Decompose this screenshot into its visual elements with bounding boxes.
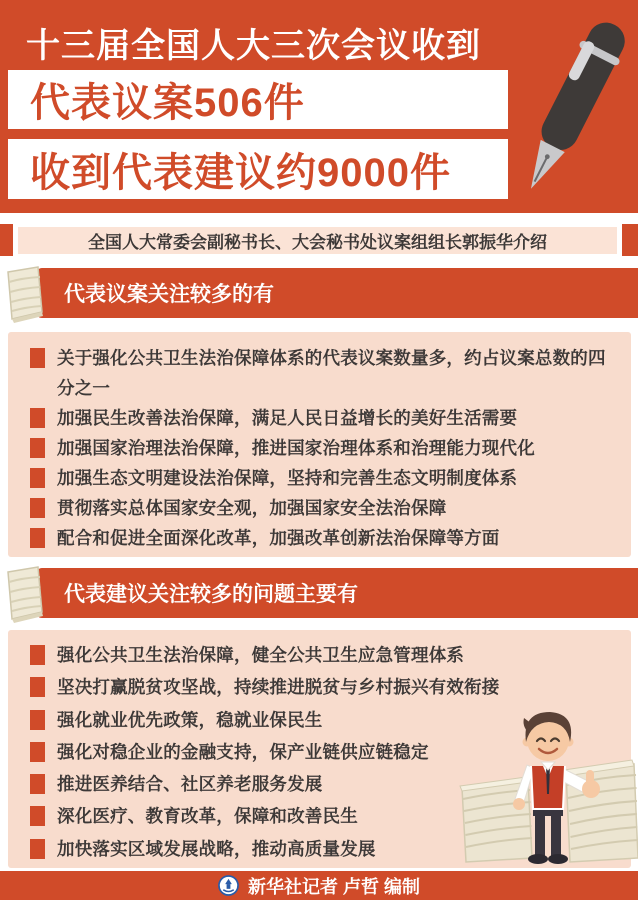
list-item-text: 强化对稳企业的金融支持，保产业链供应链稳定 [57,741,429,762]
list-item [30,403,615,433]
list-item-text: 强化公共卫生法治保障，健全公共卫生应急管理体系 [57,645,465,665]
list-item-text: 强化就业优先政策，稳就业保民生 [57,709,323,730]
section-heading-proposals: 代表议案关注较多的有 [64,283,274,306]
list-item-text: 加快落实区域发展战略，推动高质量发展 [57,838,376,859]
list-item [30,433,615,463]
bullet-square-icon [30,468,45,488]
stat-suggestions-text: 收到代表建议约9000件 [30,150,451,195]
list-item [30,639,615,671]
bullet-square-icon [30,839,45,859]
list-item-text: 坚决打赢脱贫攻坚战，持续推进脱贫与乡村振兴有效衔接 [57,677,500,698]
subtitle-strip [18,227,617,254]
header [0,0,638,213]
footer-credit-bar [0,871,638,900]
section-bar-proposals [36,268,638,318]
proposal-topics-panel [8,332,631,557]
xinhua-logo-icon [218,875,239,896]
stat-proposals-text: 代表议案506件 [30,81,305,125]
list-item-text: 加强生态文明建设法治保障，坚持和完善生态文明制度体系 [57,468,518,488]
fountain-pen-icon [502,12,638,210]
list-item [30,493,615,523]
bullet-square-icon [30,348,45,368]
bullet-square-icon [30,774,45,794]
bullet-square-icon [30,408,45,428]
page-title: 十三届全国人大三次会议收到 [26,27,481,65]
list-item-text: 加强民生改善法治保障，满足人民日益增长的美好生活需要 [57,408,518,428]
stat-box-suggestions [8,139,508,199]
list-item-text: 推进医养结合、社区养老服务发展 [57,774,323,795]
bullet-square-icon [30,498,45,518]
list-item-text: 配合和促进全面深化改革，加强改革创新法治保障等方面 [57,528,500,548]
list-item [30,671,615,703]
bullet-square-icon [30,438,45,458]
bullet-square-icon [30,677,45,697]
list-item-text: 贯彻落实总体国家安全观，加强国家安全法治保障 [57,498,447,518]
subtitle-band [0,224,638,256]
credit-text: 新华社记者 卢哲 编制 [247,876,420,897]
paper-stack-icon [2,264,46,324]
stat-box-proposals [8,70,508,129]
band-edge-left [0,224,13,256]
bullet-square-icon [30,645,45,665]
bullet-square-icon [30,742,45,762]
paper-stack-icon [2,564,46,624]
subtitle-text: 全国人大常委会副秘书长、大会秘书处议案组组长郭振华介绍 [88,233,547,252]
list-item [30,343,615,403]
list-item-text: 深化医疗、教育改革，保障和改善民生 [57,806,358,827]
bullet-square-icon [30,528,45,548]
bullet-square-icon [30,710,45,730]
section-heading-suggestions: 代表建议关注较多的问题主要有 [64,583,358,606]
proposal-topics-list [8,332,631,553]
delegate-with-papers-illustration [458,702,638,868]
list-item [30,523,615,553]
section-bar-suggestions [36,568,638,618]
list-item [30,463,615,493]
list-item-text: 加强国家治理法治保障，推进国家治理体系和治理能力现代化 [57,438,535,458]
list-item-text: 关于强化公共卫生法治保障体系的代表议案数量多，约占议案总数的四分之一 [57,348,606,398]
bullet-square-icon [30,806,45,826]
band-edge-right [622,224,638,256]
